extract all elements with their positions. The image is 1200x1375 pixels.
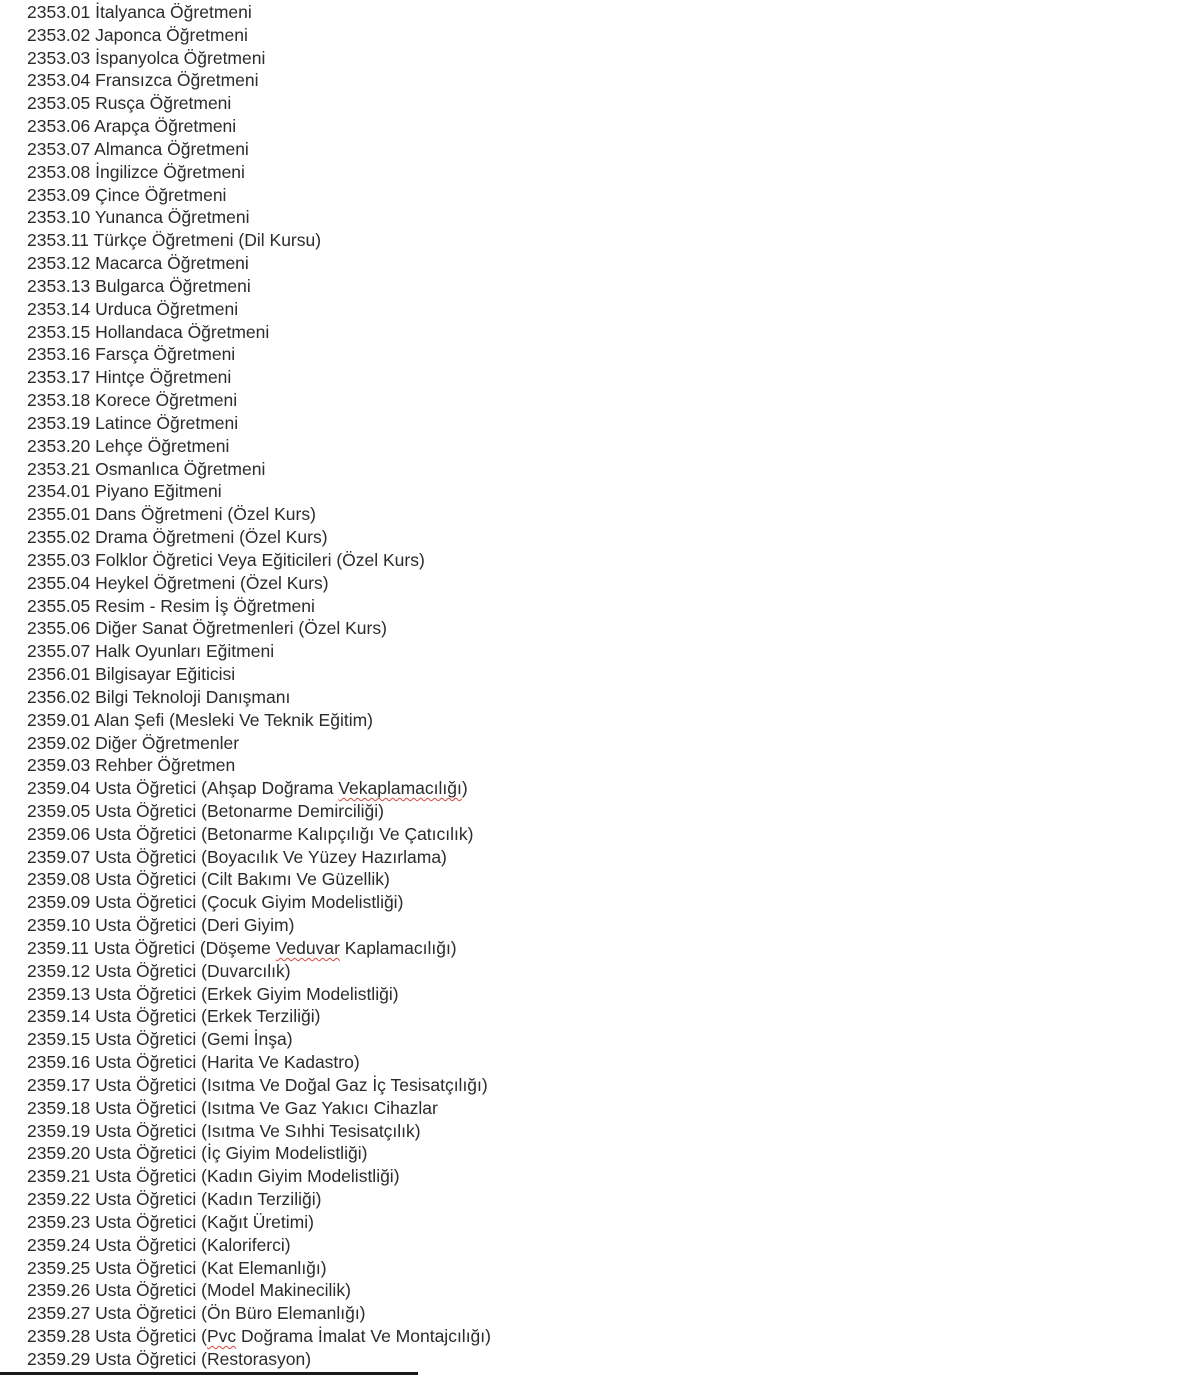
- list-item: [27, 891, 1177, 914]
- list-item: [27, 366, 1177, 389]
- occupation-code: 2359.11: [27, 937, 89, 958]
- list-item: [27, 595, 1177, 618]
- occupation-title: Latince Öğretmeni: [95, 412, 239, 433]
- list-item: [27, 138, 1177, 161]
- occupation-code: 2359.29: [27, 1348, 91, 1369]
- list-item: [27, 92, 1177, 115]
- occupation-title: İtalyanca Öğretmeni: [95, 2, 252, 22]
- list-item: [27, 823, 1177, 846]
- occupation-code: 2353.14: [27, 298, 91, 319]
- list-item: [27, 1028, 1177, 1051]
- occupation-code: 2353.18: [27, 390, 91, 411]
- occupation-code: 2353.03: [27, 47, 91, 68]
- occupation-title-suffix: Kaplamacılığı): [339, 937, 457, 958]
- occupation-title: Almanca Öğretmeni: [94, 138, 249, 159]
- occupation-title: Çince Öğretmeni: [95, 184, 227, 205]
- occupation-title: Usta Öğretici (Harita Ve Kadastro): [95, 1052, 360, 1073]
- occupation-title: Hintçe Öğretmeni: [95, 367, 232, 388]
- occupation-code: 2359.05: [27, 800, 91, 821]
- occupation-code: 2355.01: [27, 504, 91, 525]
- occupation-title: Lehçe Öğretmeni: [95, 435, 230, 456]
- list-item: [27, 1257, 1177, 1280]
- list-item: [27, 1051, 1177, 1074]
- occupation-title: Japonca Öğretmeni: [95, 24, 248, 45]
- list-item: [27, 1097, 1177, 1120]
- occupation-title: Rehber Öğretmen: [95, 755, 236, 776]
- occupation-code: 2353.07: [27, 138, 91, 159]
- occupation-title: Usta Öğretici (Isıtma Ve Gaz Yakıcı Cihazlar: [95, 1097, 438, 1118]
- occupation-title: Usta Öğretici (Erkek Terziliği): [95, 1006, 321, 1027]
- list-item: [27, 732, 1177, 755]
- occupation-title: Piyano Eğitmeni: [95, 481, 222, 502]
- occupation-code: 2353.13: [27, 275, 91, 296]
- occupation-code: 2359.10: [27, 915, 91, 936]
- list-item: [27, 47, 1177, 70]
- list-item: [27, 184, 1177, 207]
- occupation-title: Usta Öğretici (: [95, 1326, 207, 1347]
- list-item: [27, 777, 1177, 800]
- occupation-code: 2359.28: [27, 1326, 91, 1347]
- occupation-title: Drama Öğretmeni (Özel Kurs): [95, 527, 328, 548]
- list-item: [27, 1211, 1177, 1234]
- occupation-title: Farsça Öğretmeni: [95, 344, 236, 365]
- occupation-title: Usta Öğretici (Ahşap Doğrama: [95, 778, 339, 799]
- occupation-code: 2359.01: [27, 709, 91, 730]
- occupation-code: 2353.15: [27, 321, 91, 342]
- occupation-title: Osmanlıca Öğretmeni: [95, 458, 266, 479]
- list-item: [27, 800, 1177, 823]
- occupation-title: Resim - Resim İş Öğretmeni: [95, 595, 315, 616]
- occupation-title: Yunanca Öğretmeni: [94, 207, 250, 228]
- occupation-title: Macarca Öğretmeni: [95, 253, 249, 274]
- occupation-code: 2359.12: [27, 960, 91, 981]
- list-item: [27, 161, 1177, 184]
- occupation-title: İngilizce Öğretmeni: [95, 161, 245, 182]
- occupation-code: 2356.02: [27, 686, 91, 707]
- list-item: [27, 252, 1177, 275]
- list-item: [27, 617, 1177, 640]
- occupation-code: 2353.04: [27, 70, 91, 91]
- occupation-code: 2359.23: [27, 1211, 91, 1232]
- list-item: [27, 549, 1177, 572]
- list-item: [27, 709, 1177, 732]
- occupation-code: 2353.02: [27, 24, 91, 45]
- occupation-code: 2355.07: [27, 641, 91, 662]
- occupation-code: 2359.27: [27, 1303, 91, 1324]
- list-item: [27, 526, 1177, 549]
- occupation-code: 2359.13: [27, 983, 91, 1004]
- list-item: [27, 458, 1177, 481]
- occupation-code: 2355.05: [27, 595, 91, 616]
- occupation-title: Rusça Öğretmeni: [95, 93, 232, 114]
- list-item: [27, 1165, 1177, 1188]
- occupation-title: Usta Öğretici (Betonarme Kalıpçılığı Ve Çatıcılık): [95, 823, 474, 844]
- list-item: [27, 1302, 1177, 1325]
- list-item: [27, 389, 1177, 412]
- occupation-title: Usta Öğretici (Isıtma Ve Doğal Gaz İç Tesisatçılığı): [95, 1074, 488, 1095]
- list-item: [27, 298, 1177, 321]
- occupation-code: 2355.02: [27, 527, 91, 548]
- list-item: [27, 503, 1177, 526]
- list-item: [27, 321, 1177, 344]
- occupation-code: 2359.25: [27, 1257, 91, 1278]
- list-item: [27, 69, 1177, 92]
- list-item: [27, 937, 1177, 960]
- occupation-title: Diğer Öğretmenler: [95, 732, 240, 753]
- occupation-title: Usta Öğretici (Gemi İnşa): [95, 1029, 293, 1050]
- occupation-title: Usta Öğretici (Kağıt Üretimi): [95, 1211, 314, 1232]
- occupation-code: 2353.09: [27, 184, 91, 205]
- list-item: [27, 412, 1177, 435]
- occupation-code: 2359.24: [27, 1234, 91, 1255]
- occupation-code: 2359.19: [27, 1120, 91, 1141]
- list-item: [27, 343, 1177, 366]
- list-item: [27, 24, 1177, 47]
- occupation-title: Usta Öğretici (Betonarme Demirciliği): [95, 800, 384, 821]
- occupation-code: 2359.18: [27, 1097, 91, 1118]
- list-item: [27, 1142, 1177, 1165]
- occupation-code: 2355.03: [27, 549, 91, 570]
- occupation-code: 2353.10: [27, 207, 91, 228]
- occupation-code: 2353.21: [27, 458, 91, 479]
- list-item: [27, 1279, 1177, 1302]
- spellcheck-underlined-word: Pvc: [206, 1326, 237, 1347]
- occupation-title: Usta Öğretici (Deri Giyim): [95, 915, 295, 936]
- occupation-code: 2359.08: [27, 869, 91, 890]
- list-item: [27, 1348, 1177, 1371]
- list-item: [27, 868, 1177, 891]
- occupation-title: Usta Öğretici (Restorasyon): [95, 1348, 312, 1369]
- list-item: [27, 572, 1177, 595]
- occupation-code: 2359.07: [27, 846, 91, 867]
- occupation-title: Folklor Öğretici Veya Eğiticileri (Özel Kurs): [95, 549, 425, 570]
- occupation-code: 2359.09: [27, 892, 91, 913]
- list-item: [27, 1120, 1177, 1143]
- occupation-code: 2353.05: [27, 93, 91, 114]
- occupation-code: 2353.01: [27, 2, 91, 22]
- occupation-title: Usta Öğretici (Kadın Giyim Modelistliği): [95, 1166, 400, 1187]
- occupation-code: 2359.22: [27, 1189, 91, 1210]
- occupation-code: 2354.01: [27, 481, 91, 502]
- occupation-code: 2355.06: [27, 618, 91, 639]
- occupation-title: Korece Öğretmeni: [95, 390, 238, 411]
- occupation-code: 2359.26: [27, 1280, 91, 1301]
- list-item: [27, 663, 1177, 686]
- occupation-title: İspanyolca Öğretmeni: [95, 47, 266, 68]
- occupation-title: Usta Öğretici (Kat Elemanlığı): [95, 1257, 327, 1278]
- list-item: [27, 480, 1177, 503]
- spellcheck-underlined-word: Veduvar: [275, 937, 340, 958]
- list-item: [27, 115, 1177, 138]
- list-item: [27, 1, 1177, 24]
- list-item: [27, 983, 1177, 1006]
- occupation-code: 2359.04: [27, 778, 91, 799]
- list-item: [27, 754, 1177, 777]
- occupation-title: Usta Öğretici (Boyacılık Ve Yüzey Hazırlama): [95, 846, 447, 867]
- occupation-code-list: [27, 1, 1177, 1371]
- occupation-title: Usta Öğretici (Duvarcılık): [95, 960, 291, 981]
- occupation-code: 2353.08: [27, 161, 91, 182]
- list-item: [27, 229, 1177, 252]
- occupation-code: 2359.21: [27, 1166, 91, 1187]
- occupation-title: Usta Öğretici (Kadın Terziliği): [95, 1189, 322, 1210]
- occupation-code: 2359.02: [27, 732, 91, 753]
- occupation-title: Türkçe Öğretmeni (Dil Kursu): [93, 230, 322, 251]
- occupation-title-suffix: ): [461, 778, 468, 799]
- occupation-title: Dans Öğretmeni (Özel Kurs): [95, 504, 316, 525]
- occupation-code: 2353.19: [27, 412, 91, 433]
- occupation-code: 2359.16: [27, 1052, 91, 1073]
- occupation-title: Heykel Öğretmeni (Özel Kurs): [95, 572, 329, 593]
- occupation-title: Halk Oyunları Eğitmeni: [95, 641, 275, 662]
- occupation-title: Usta Öğretici (İç Giyim Modelistliği): [95, 1143, 368, 1164]
- occupation-code: 2356.01: [27, 664, 91, 685]
- spellcheck-underlined-word: Vekaplamacılığı: [338, 778, 462, 799]
- occupation-title: Urduca Öğretmeni: [95, 298, 239, 319]
- occupation-title: Alan Şefi (Mesleki Ve Teknik Eğitim): [94, 709, 373, 730]
- occupation-code: 2359.03: [27, 755, 91, 776]
- occupation-code: 2355.04: [27, 572, 91, 593]
- occupation-title: Diğer Sanat Öğretmenleri (Özel Kurs): [95, 618, 387, 639]
- occupation-title: Usta Öğretici (Cilt Bakımı Ve Güzellik): [95, 869, 390, 890]
- list-item: [27, 1325, 1177, 1348]
- occupation-code: 2353.06: [27, 116, 91, 137]
- occupation-title: Usta Öğretici (Model Makinecilik): [95, 1280, 351, 1301]
- occupation-title: Usta Öğretici (Çocuk Giyim Modelistliği): [95, 892, 404, 913]
- occupation-title: Usta Öğretici (Isıtma Ve Sıhhi Tesisatçılık): [95, 1120, 421, 1141]
- occupation-title: Hollandaca Öğretmeni: [95, 321, 270, 342]
- list-item: [27, 1005, 1177, 1028]
- occupation-title: Bilgi Teknoloji Danışmanı: [95, 686, 291, 707]
- occupation-code: 2353.20: [27, 435, 91, 456]
- list-item: [27, 206, 1177, 229]
- occupation-title-suffix: Doğrama İmalat Ve Montajcılığı): [236, 1326, 491, 1347]
- list-item: [27, 960, 1177, 983]
- list-item: [27, 846, 1177, 869]
- occupation-code: 2353.11: [27, 230, 89, 251]
- occupation-title: Bulgarca Öğretmeni: [95, 275, 251, 296]
- occupation-title: Arapça Öğretmeni: [94, 116, 237, 137]
- occupation-title: Bilgisayar Eğiticisi: [95, 664, 236, 685]
- occupation-code: 2359.17: [27, 1074, 91, 1095]
- list-item: [27, 914, 1177, 937]
- occupation-code: 2359.06: [27, 823, 91, 844]
- list-item: [27, 275, 1177, 298]
- occupation-code: 2353.12: [27, 253, 91, 274]
- list-item: [27, 1074, 1177, 1097]
- occupation-title: Usta Öğretici (Erkek Giyim Modelistliği): [95, 983, 399, 1004]
- occupation-title: Usta Öğretici (Döşeme: [93, 937, 276, 958]
- occupation-title: Fransızca Öğretmeni: [95, 70, 259, 91]
- occupation-code: 2353.16: [27, 344, 91, 365]
- occupation-code: 2359.14: [27, 1006, 91, 1027]
- list-item: [27, 1234, 1177, 1257]
- occupation-code: 2359.15: [27, 1029, 91, 1050]
- list-item: [27, 686, 1177, 709]
- occupation-code: 2353.17: [27, 367, 91, 388]
- occupation-title: Usta Öğretici (Kaloriferci): [95, 1234, 291, 1255]
- list-item: [27, 640, 1177, 663]
- occupation-code: 2359.20: [27, 1143, 91, 1164]
- list-item: [27, 435, 1177, 458]
- occupation-title: Usta Öğretici (Ön Büro Elemanlığı): [95, 1303, 366, 1324]
- list-item: [27, 1188, 1177, 1211]
